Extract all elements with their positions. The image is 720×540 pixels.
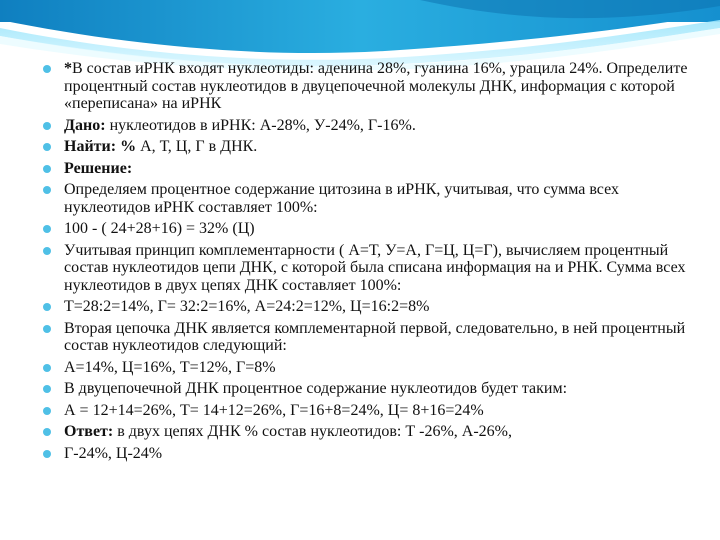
item-text: А = 12+14=26%, Т= 14+12=26%, Г=16+8=24%, Ц= 8+16=24%: [64, 401, 484, 419]
item-text: В двуцепочечной ДНК процентное содержание нуклеотидов будет таким:: [64, 380, 568, 397]
bullet-icon: [43, 143, 51, 151]
list-item: [40, 380, 690, 398]
item-bold: Дано:: [64, 116, 106, 134]
item-text: нуклеотидов в иРНК: А-28%, У-24%, Г-16%.: [105, 116, 416, 134]
item-text: В состав иРНК входят нуклеотиды: аденина 28%, гуанина 16%, урацила 24%. Определите процентный состав нуклеотидов в двуцепочечной молекулы ДНК, информация с которой «переписана» на иРНК: [64, 60, 688, 112]
bullet-icon: [43, 407, 51, 415]
bullet-icon: [43, 165, 51, 173]
bullet-icon: [43, 247, 51, 255]
bullet-icon: [43, 385, 51, 393]
item-text: Вторая цепочка ДНК является комплементарной первой, следовательно, в ней процентный состав нуклеотидов следующий:: [64, 319, 686, 354]
list-item: [40, 138, 690, 156]
item-bold: *: [64, 60, 72, 77]
bullet-icon: [43, 450, 51, 458]
bullet-icon: [43, 325, 51, 333]
list-item: [40, 445, 690, 463]
bullet-icon: [43, 186, 51, 194]
bullet-icon: [43, 364, 51, 372]
bullet-icon: [43, 122, 51, 130]
list-item: [40, 242, 690, 295]
list-item: [40, 402, 690, 420]
item-text: Т=28:2=14%, Г= 32:2=16%, А=24:2=12%, Ц=16:2=8%: [64, 298, 430, 315]
list-item: [40, 160, 690, 178]
list-item: [40, 60, 690, 113]
bullet-icon: [43, 65, 51, 73]
item-text: А=14%, Ц=16%, Т=12%, Г=8%: [64, 358, 276, 376]
list-item: [40, 320, 690, 355]
list-item: [40, 298, 690, 316]
list-item: [40, 359, 690, 377]
bullet-icon: [43, 428, 51, 436]
item-text: в двух цепях ДНК % состав нуклеотидов: Т -26%, А-26%,: [113, 423, 512, 440]
list-item: [40, 117, 690, 135]
item-bold: Найти: %: [64, 138, 137, 155]
item-text: Учитывая принцип комплементарности ( А=Т, У=А, Г=Ц, Ц=Г), вычисляем процентный состав нуклеотидов цепи ДНК, с которой была списана информация на и РНК. Сумма всех нуклеотидов в двух цепях ДНК составляет 100%:: [64, 241, 686, 294]
bullet-icon: [43, 303, 51, 311]
bullet-icon: [43, 225, 51, 233]
list-item: [40, 220, 690, 238]
list-item: [40, 423, 690, 441]
item-text: Определяем процентное содержание цитозина в иРНК, учитывая, что сумма всех нуклеотидов иРНК составляет 100%:: [64, 181, 619, 216]
slide-content: [40, 60, 690, 466]
item-bold: Решение:: [64, 159, 133, 177]
list-item: [40, 181, 690, 216]
item-bold: Ответ:: [64, 423, 114, 440]
item-text: А, Т, Ц, Г в ДНК.: [136, 138, 258, 155]
item-text: 100 - ( 24+28+16) = 32% (Ц): [64, 220, 255, 237]
item-text: Г-24%, Ц-24%: [64, 444, 163, 462]
